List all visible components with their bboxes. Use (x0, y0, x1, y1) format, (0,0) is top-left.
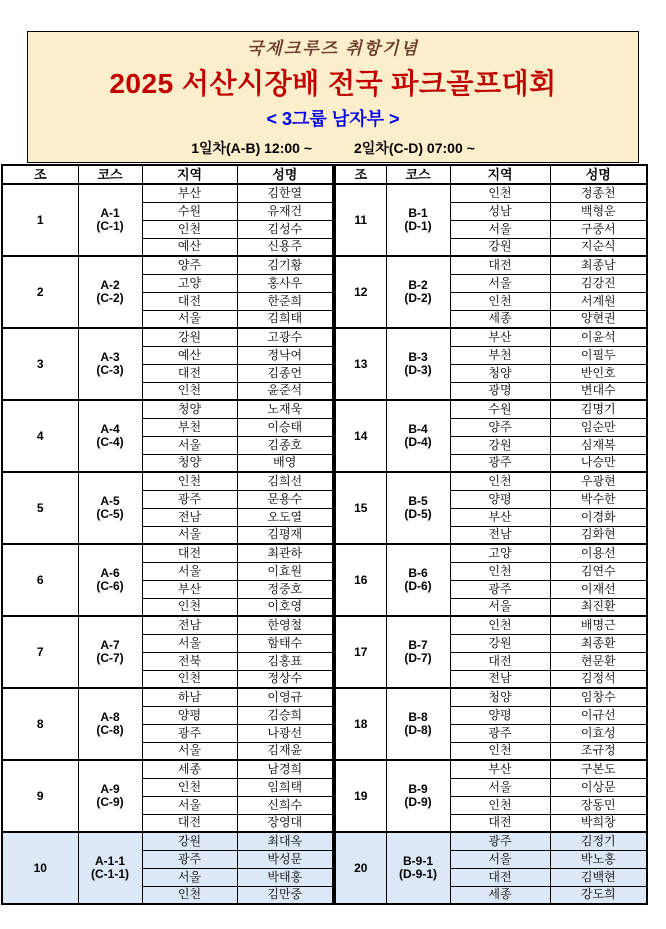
player-name-cell: 변대수 (550, 382, 647, 400)
group-division-label: < 3그룹 남자부 > (266, 109, 400, 130)
group-number-cell: 9 (2, 760, 78, 832)
region-cell: 부산 (450, 508, 550, 526)
region-cell: 인천 (142, 778, 237, 796)
roster-row (335, 616, 647, 634)
region-cell: 인천 (450, 616, 550, 634)
course-day2-label: (C-2) (96, 291, 124, 305)
roster-row (335, 832, 647, 850)
region-cell: 고양 (450, 544, 550, 562)
player-name-cell: 함태수 (237, 634, 333, 652)
roster-row (2, 832, 333, 850)
region-cell: 부산 (142, 184, 237, 202)
roster-row (2, 472, 333, 490)
player-name-cell: 김희선 (237, 472, 333, 490)
region-cell: 서울 (450, 778, 550, 796)
player-name-cell: 배영 (237, 454, 333, 472)
player-name-cell: 홍사우 (237, 274, 333, 292)
course-cell (386, 832, 450, 904)
region-cell: 청양 (450, 688, 550, 706)
region-cell: 광주 (450, 580, 550, 598)
player-name-cell: 김강진 (550, 274, 647, 292)
region-cell: 서울 (142, 562, 237, 580)
group-number-cell: 3 (2, 328, 78, 400)
region-cell: 인천 (450, 472, 550, 490)
region-cell: 전남 (142, 508, 237, 526)
region-cell: 부산 (142, 580, 237, 598)
player-name-cell: 현문환 (550, 652, 647, 670)
player-name-cell: 이윤석 (550, 328, 647, 346)
day2-schedule: 2일차(C-D) 07:00 ~ (354, 139, 475, 156)
course-day1-label: A-1-1 (94, 854, 125, 869)
course-day1-label: A-5 (100, 494, 120, 509)
group-number-cell: 18 (335, 688, 386, 760)
course-day2-label: (C-3) (96, 363, 124, 377)
course-day2-label: (C-7) (96, 651, 124, 665)
region-cell: 광주 (450, 724, 550, 742)
player-name-cell: 이승태 (237, 418, 333, 436)
course-cell (78, 184, 142, 256)
player-name-cell: 박희창 (550, 814, 647, 832)
group-number-cell: 13 (335, 328, 386, 400)
player-name-cell: 한준희 (237, 292, 333, 310)
region-cell: 세종 (450, 310, 550, 328)
region-cell: 세종 (450, 886, 550, 904)
region-cell: 인천 (450, 742, 550, 760)
region-cell: 청양 (142, 454, 237, 472)
course-day1-label: B-3 (408, 350, 428, 365)
region-cell: 청양 (142, 400, 237, 418)
player-name-cell: 한영철 (237, 616, 333, 634)
course-day2-label: (D-3) (404, 363, 432, 377)
roster-row (335, 184, 647, 202)
region-cell: 인천 (142, 472, 237, 490)
column-header-group: 조 (2, 165, 78, 184)
player-name-cell: 김기황 (237, 256, 333, 274)
group-number-cell: 19 (335, 760, 386, 832)
region-cell: 인천 (142, 670, 237, 688)
region-cell: 부산 (450, 760, 550, 778)
player-name-cell: 임순만 (550, 418, 647, 436)
region-cell: 인천 (450, 184, 550, 202)
course-cell (78, 400, 142, 472)
region-cell: 대전 (142, 814, 237, 832)
column-header-course: 코스 (78, 165, 142, 184)
roster-row (2, 688, 333, 706)
region-cell: 인천 (450, 562, 550, 580)
region-cell: 강원 (450, 634, 550, 652)
region-cell: 서울 (450, 220, 550, 238)
course-day2-label: (D-5) (404, 507, 432, 521)
player-name-cell: 장영대 (237, 814, 333, 832)
course-day2-label: (D-4) (404, 435, 432, 449)
group-number-cell: 16 (335, 544, 386, 616)
course-day2-label: (D-8) (404, 723, 432, 737)
player-name-cell: 최종환 (550, 634, 647, 652)
course-cell (386, 544, 450, 616)
player-name-cell: 최대옥 (237, 832, 333, 850)
player-name-cell: 정종천 (550, 184, 647, 202)
course-day1-label: B-9-1 (402, 854, 433, 869)
course-cell (386, 184, 450, 256)
region-cell: 성남 (450, 202, 550, 220)
player-name-cell: 김화현 (550, 526, 647, 544)
course-day2-label: (D-6) (404, 579, 432, 593)
region-cell: 인천 (142, 886, 237, 904)
course-day1-label: B-6 (408, 566, 428, 581)
course-day1-label: B-5 (408, 494, 428, 509)
roster-row (335, 472, 647, 490)
player-name-cell: 최관하 (237, 544, 333, 562)
player-name-cell: 임희택 (237, 778, 333, 796)
roster-row (335, 544, 647, 562)
player-name-cell: 이호영 (237, 598, 333, 616)
region-cell: 대전 (450, 814, 550, 832)
player-name-cell: 구중서 (550, 220, 647, 238)
course-cell (386, 400, 450, 472)
player-name-cell: 박노홍 (550, 850, 647, 868)
player-name-cell: 김평재 (237, 526, 333, 544)
player-name-cell: 배명근 (550, 616, 647, 634)
course-day2-label: (C-6) (96, 579, 124, 593)
region-cell: 대전 (142, 292, 237, 310)
column-header-course: 코스 (386, 165, 450, 184)
roster-table-left (1, 164, 334, 905)
player-name-cell: 노재욱 (237, 400, 333, 418)
roster-row (2, 760, 333, 778)
player-name-cell: 양현권 (550, 310, 647, 328)
region-cell: 부천 (142, 418, 237, 436)
region-cell: 서울 (142, 796, 237, 814)
player-name-cell: 반인호 (550, 364, 647, 382)
course-day1-label: B-9 (408, 782, 428, 797)
course-day1-label: B-7 (408, 638, 428, 653)
player-name-cell: 이경화 (550, 508, 647, 526)
region-cell: 광주 (450, 454, 550, 472)
player-name-cell: 김승희 (237, 706, 333, 724)
group-number-cell: 7 (2, 616, 78, 688)
column-header-group: 조 (335, 165, 386, 184)
course-day1-label: A-4 (100, 422, 120, 437)
player-name-cell: 윤준석 (237, 382, 333, 400)
roster-table-right (334, 164, 648, 905)
roster-tables (1, 164, 648, 905)
player-name-cell: 이규선 (550, 706, 647, 724)
region-cell: 인천 (450, 292, 550, 310)
region-cell: 청양 (450, 364, 550, 382)
player-name-cell: 최진환 (550, 598, 647, 616)
column-header-region: 지역 (142, 165, 237, 184)
schedule-line (191, 141, 475, 156)
region-cell: 하남 (142, 688, 237, 706)
region-cell: 서울 (450, 274, 550, 292)
course-cell (386, 256, 450, 328)
group-number-cell: 6 (2, 544, 78, 616)
player-name-cell: 남경희 (237, 760, 333, 778)
course-cell (78, 616, 142, 688)
player-name-cell: 나승만 (550, 454, 647, 472)
roster-row (335, 760, 647, 778)
course-cell (78, 760, 142, 832)
region-cell: 수원 (450, 400, 550, 418)
player-name-cell: 조규정 (550, 742, 647, 760)
player-name-cell: 김정기 (550, 832, 647, 850)
player-name-cell: 정상수 (237, 670, 333, 688)
roster-row (2, 184, 333, 202)
column-header-row (335, 165, 647, 184)
player-name-cell: 이효성 (550, 724, 647, 742)
player-name-cell: 백형운 (550, 202, 647, 220)
player-name-cell: 최종남 (550, 256, 647, 274)
player-name-cell: 박수한 (550, 490, 647, 508)
course-day2-label: (C-8) (96, 723, 124, 737)
course-day1-label: A-6 (100, 566, 120, 581)
region-cell: 인천 (142, 598, 237, 616)
region-cell: 양주 (450, 418, 550, 436)
group-number-cell: 10 (2, 832, 78, 904)
region-cell: 서울 (142, 634, 237, 652)
course-day2-label: (C-9) (96, 795, 124, 809)
region-cell: 강원 (450, 436, 550, 454)
group-number-cell: 1 (2, 184, 78, 256)
player-name-cell: 임창수 (550, 688, 647, 706)
region-cell: 광주 (142, 724, 237, 742)
player-name-cell: 김희태 (237, 310, 333, 328)
player-name-cell: 정중호 (237, 580, 333, 598)
group-number-cell: 11 (335, 184, 386, 256)
group-number-cell: 17 (335, 616, 386, 688)
player-name-cell: 강도희 (550, 886, 647, 904)
player-name-cell: 이재선 (550, 580, 647, 598)
player-name-cell: 구본도 (550, 760, 647, 778)
region-cell: 광주 (450, 832, 550, 850)
course-day1-label: A-8 (100, 710, 120, 725)
player-name-cell: 유재건 (237, 202, 333, 220)
region-cell: 강원 (142, 328, 237, 346)
region-cell: 서울 (142, 310, 237, 328)
course-day1-label: B-2 (408, 278, 428, 293)
course-day2-label: (D-9) (404, 795, 432, 809)
course-day2-label: (D-7) (404, 651, 432, 665)
region-cell: 인천 (450, 796, 550, 814)
course-day2-label: (D-1) (404, 219, 432, 233)
course-cell (78, 472, 142, 544)
course-day1-label: A-1 (100, 206, 120, 221)
roster-row (2, 544, 333, 562)
group-number-cell: 8 (2, 688, 78, 760)
player-name-cell: 장동민 (550, 796, 647, 814)
course-cell (386, 760, 450, 832)
course-cell (386, 616, 450, 688)
column-header-row (2, 165, 333, 184)
column-header-region: 지역 (450, 165, 550, 184)
course-day1-label: B-4 (408, 422, 428, 437)
player-name-cell: 나광선 (237, 724, 333, 742)
player-name-cell: 박성문 (237, 850, 333, 868)
roster-row (335, 328, 647, 346)
player-name-cell: 김정석 (550, 670, 647, 688)
course-cell (386, 328, 450, 400)
roster-row (2, 616, 333, 634)
region-cell: 부천 (450, 346, 550, 364)
course-day1-label: A-3 (100, 350, 120, 365)
player-name-cell: 문용수 (237, 490, 333, 508)
roster-row (2, 256, 333, 274)
course-cell (386, 472, 450, 544)
player-name-cell: 김종호 (237, 436, 333, 454)
player-name-cell: 이효원 (237, 562, 333, 580)
region-cell: 광주 (142, 490, 237, 508)
region-cell: 강원 (450, 238, 550, 256)
roster-row (335, 400, 647, 418)
course-cell (78, 328, 142, 400)
group-number-cell: 14 (335, 400, 386, 472)
player-name-cell: 김종언 (237, 364, 333, 382)
region-cell: 부산 (450, 328, 550, 346)
player-name-cell: 지순식 (550, 238, 647, 256)
header-banner (27, 31, 639, 163)
region-cell: 예산 (142, 238, 237, 256)
region-cell: 전남 (142, 616, 237, 634)
region-cell: 예산 (142, 346, 237, 364)
roster-row (335, 688, 647, 706)
region-cell: 서울 (450, 850, 550, 868)
roster-row (2, 400, 333, 418)
course-day2-label: (C-4) (96, 435, 124, 449)
player-name-cell: 우광현 (550, 472, 647, 490)
player-name-cell: 이용선 (550, 544, 647, 562)
course-day1-label: B-1 (408, 206, 428, 221)
course-cell (78, 544, 142, 616)
player-name-cell: 정낙여 (237, 346, 333, 364)
region-cell: 고양 (142, 274, 237, 292)
group-number-cell: 4 (2, 400, 78, 472)
region-cell: 세종 (142, 760, 237, 778)
region-cell: 대전 (450, 868, 550, 886)
roster-row (335, 256, 647, 274)
region-cell: 양평 (142, 706, 237, 724)
player-name-cell: 서계원 (550, 292, 647, 310)
course-day2-label: (C-1) (96, 219, 124, 233)
region-cell: 대전 (142, 364, 237, 382)
course-cell (78, 688, 142, 760)
region-cell: 전남 (450, 526, 550, 544)
group-number-cell: 12 (335, 256, 386, 328)
column-header-name: 성명 (550, 165, 647, 184)
player-name-cell: 이영규 (237, 688, 333, 706)
region-cell: 인천 (142, 382, 237, 400)
region-cell: 대전 (142, 544, 237, 562)
group-number-cell: 2 (2, 256, 78, 328)
region-cell: 양주 (142, 256, 237, 274)
region-cell: 강원 (142, 832, 237, 850)
region-cell: 전남 (450, 670, 550, 688)
region-cell: 서울 (142, 868, 237, 886)
region-cell: 서울 (450, 598, 550, 616)
course-day2-label: (D-9-1) (399, 867, 437, 881)
region-cell: 서울 (142, 742, 237, 760)
region-cell: 대전 (450, 652, 550, 670)
player-name-cell: 김명기 (550, 400, 647, 418)
player-name-cell: 김성수 (237, 220, 333, 238)
course-day1-label: B-8 (408, 710, 428, 725)
player-name-cell: 김만중 (237, 886, 333, 904)
course-cell (386, 688, 450, 760)
player-name-cell: 김한열 (237, 184, 333, 202)
group-number-cell: 5 (2, 472, 78, 544)
region-cell: 양평 (450, 706, 550, 724)
column-header-name: 성명 (237, 165, 333, 184)
player-name-cell: 김연수 (550, 562, 647, 580)
player-name-cell: 오도열 (237, 508, 333, 526)
region-cell: 광주 (142, 850, 237, 868)
group-number-cell: 20 (335, 832, 386, 904)
commemoration-script-text: 국제크루즈 취항기념 (246, 39, 420, 58)
region-cell: 양평 (450, 490, 550, 508)
player-name-cell: 이필두 (550, 346, 647, 364)
player-name-cell: 박태홍 (237, 868, 333, 886)
day1-schedule: 1일차(A-B) 12:00 ~ (191, 139, 312, 156)
region-cell: 전북 (142, 652, 237, 670)
course-cell (78, 256, 142, 328)
course-day1-label: A-9 (100, 782, 120, 797)
region-cell: 서울 (142, 526, 237, 544)
region-cell: 대전 (450, 256, 550, 274)
player-name-cell: 김재윤 (237, 742, 333, 760)
region-cell: 광명 (450, 382, 550, 400)
region-cell: 서울 (142, 436, 237, 454)
course-day2-label: (C-1-1) (91, 867, 129, 881)
region-cell: 인천 (142, 220, 237, 238)
roster-row (2, 328, 333, 346)
course-day1-label: A-2 (100, 278, 120, 293)
player-name-cell: 고광수 (237, 328, 333, 346)
course-day2-label: (D-2) (404, 291, 432, 305)
player-name-cell: 심재복 (550, 436, 647, 454)
player-name-cell: 신용주 (237, 238, 333, 256)
player-name-cell: 김홍표 (237, 652, 333, 670)
tournament-title: 2025 서산시장배 전국 파크골프대회 (109, 68, 557, 100)
player-name-cell: 이상문 (550, 778, 647, 796)
course-day2-label: (C-5) (96, 507, 124, 521)
group-number-cell: 15 (335, 472, 386, 544)
player-name-cell: 신희수 (237, 796, 333, 814)
player-name-cell: 김백현 (550, 868, 647, 886)
course-cell (78, 832, 142, 904)
region-cell: 수원 (142, 202, 237, 220)
course-day1-label: A-7 (100, 638, 120, 653)
